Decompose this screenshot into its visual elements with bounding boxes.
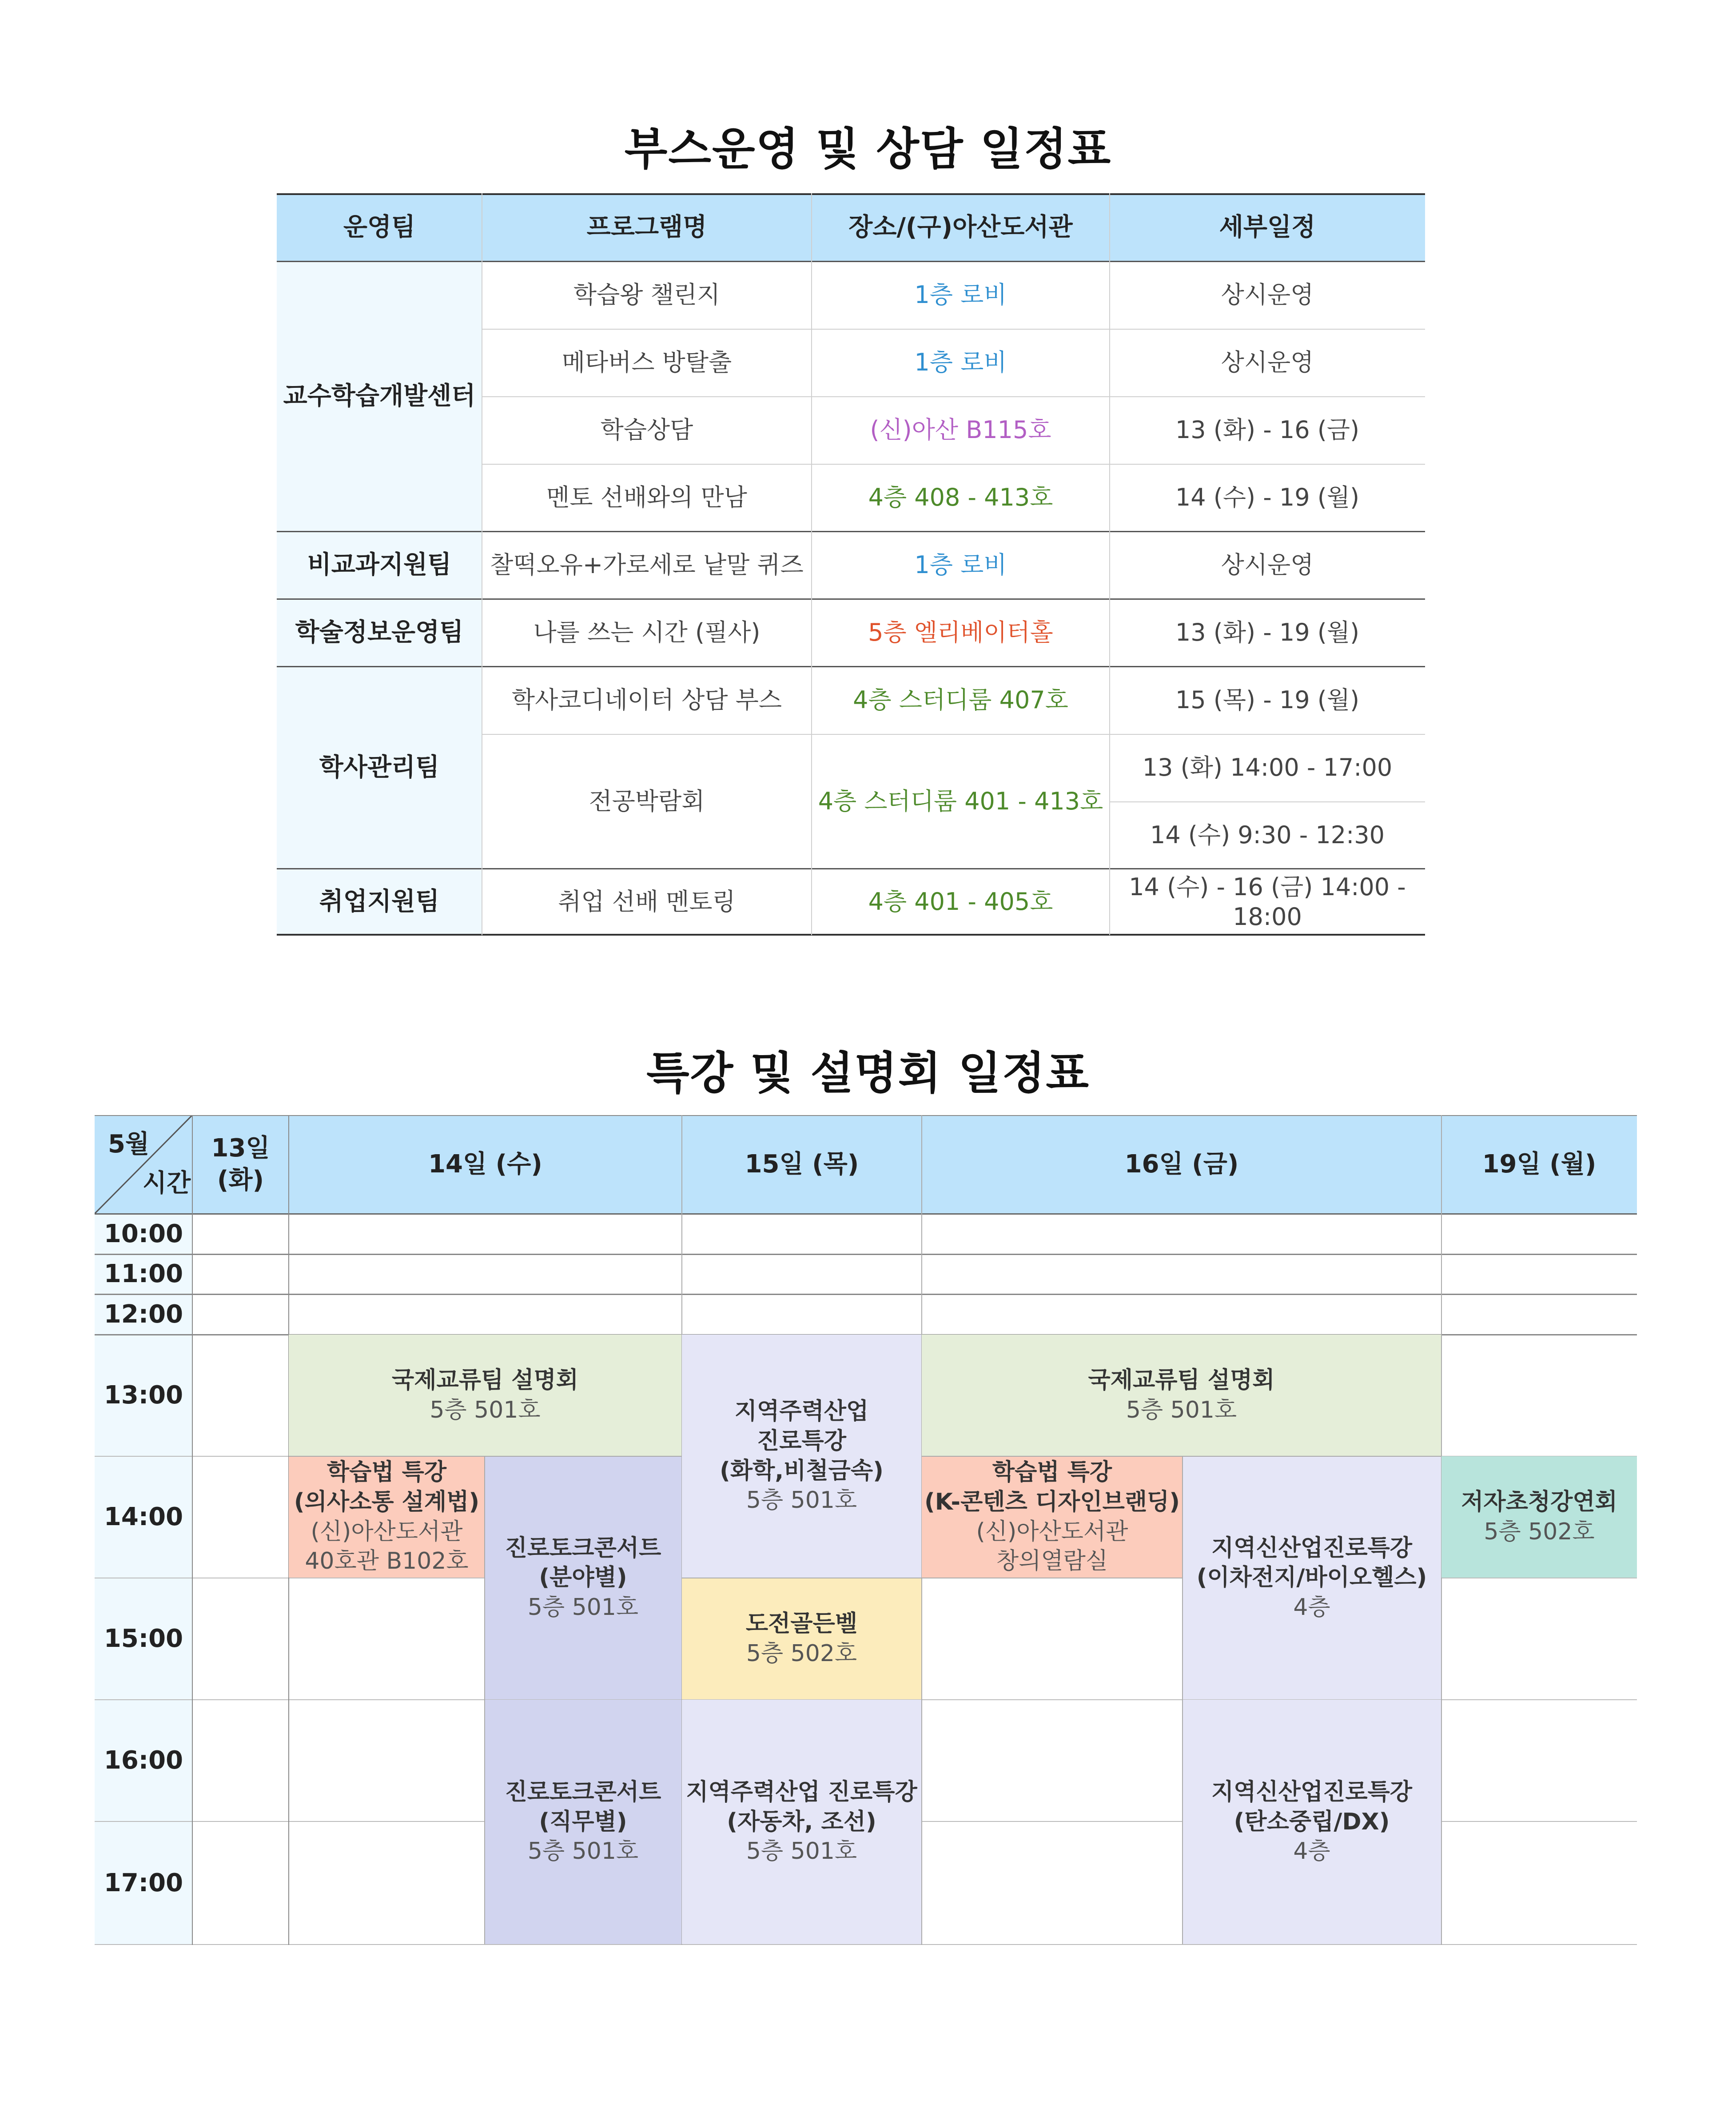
corner-cell: [95, 1115, 192, 1214]
event-talk-concert-job[interactable]: [485, 1700, 681, 1944]
event-title: (자동차, 조선): [727, 1808, 876, 1835]
event-title: 지역신산업진로특강: [1211, 1779, 1413, 1806]
row-divider: [482, 396, 1425, 397]
event-title: 지역주력산업: [734, 1398, 869, 1425]
program-cell: 전공박람회: [589, 787, 705, 815]
row-divider: [1110, 801, 1425, 802]
event-title: (의사소통 설계법): [294, 1488, 480, 1515]
row-divider: [482, 464, 1425, 465]
event-intl-exchange-fri[interactable]: [922, 1335, 1441, 1456]
schedule-cell: 상시운영: [1221, 348, 1314, 377]
schedule-cell: 13 (화) 14:00 - 17:00: [1142, 753, 1393, 782]
grid-line: [95, 1213, 1637, 1215]
location-cell: 1층 로비: [914, 281, 1007, 309]
program-cell: 학습상담: [600, 416, 693, 444]
event-title: 국제교류팀 설명회: [1088, 1367, 1275, 1394]
program-cell: 메타버스 방탈출: [561, 348, 732, 377]
schedule-cell: 14 (수) - 16 (금) 14:00 - 18:00: [1129, 873, 1406, 931]
event-location: 5층 501호: [430, 1396, 541, 1423]
location-cell: (신)아산 B115호: [870, 416, 1051, 444]
event-location: 5층 501호: [746, 1838, 857, 1865]
schedule-cell: 상시운영: [1221, 551, 1314, 579]
time-label: 10:00: [95, 1214, 192, 1254]
program-cell: 찰떡오유+가로세로 낱말 퀴즈: [490, 551, 804, 579]
booth-table-title: 부스운영 및 상담 일정표: [624, 123, 1112, 175]
event-title: 학습법 특강: [992, 1459, 1112, 1486]
day-header: 16일 (금): [922, 1115, 1441, 1214]
event-title: (분야별): [539, 1564, 627, 1591]
event-title: 진로특강: [757, 1427, 846, 1454]
lecture-schedule-table: [95, 1115, 1637, 1946]
event-new-industry-2[interactable]: [1183, 1700, 1441, 1944]
schedule-cell: 13 (화) - 19 (월): [1175, 618, 1360, 647]
event-location: 5층 502호: [1484, 1518, 1595, 1545]
event-study-method-wed[interactable]: [289, 1456, 485, 1578]
group-divider: [277, 868, 1425, 869]
team-employment: 취업지원팀: [277, 869, 482, 935]
day-header: 19일 (월): [1441, 1115, 1637, 1214]
team-extracurricular: 비교과지원팀: [277, 531, 482, 599]
event-divider: [484, 1456, 485, 1944]
event-new-industry-1[interactable]: [1183, 1456, 1441, 1699]
schedule-cell: 14 (수) - 19 (월): [1175, 483, 1360, 512]
event-regional-industry-thu[interactable]: [682, 1335, 921, 1578]
location-cell: 4층 408 - 413호: [868, 483, 1053, 512]
row-divider: [482, 734, 1425, 735]
event-location: 5층 501호: [527, 1838, 639, 1865]
event-study-method-fri[interactable]: [922, 1456, 1183, 1578]
event-title: 학습법 특강: [326, 1459, 447, 1486]
event-title: 진로토크콘서트: [505, 1779, 661, 1806]
schedule-cell: 13 (화) - 16 (금): [1175, 416, 1360, 444]
location-cell: 1층 로비: [914, 348, 1007, 377]
corner-time: 시간: [143, 1169, 191, 1198]
team-academic-info: 학술정보운영팀: [277, 599, 482, 666]
grid-line: [95, 1115, 1637, 1116]
event-intl-exchange-wed[interactable]: [289, 1335, 681, 1456]
group-divider: [277, 666, 1425, 667]
table-border: [277, 193, 1425, 195]
table-border: [277, 261, 1425, 262]
time-label: 13:00: [95, 1335, 192, 1456]
location-cell: 4층 스터디룸 401 - 413호: [818, 787, 1103, 815]
header-program: 프로그램명: [482, 193, 812, 261]
event-location: 4층: [1293, 1838, 1330, 1865]
col-divider: [811, 193, 812, 935]
grid-line: [95, 1944, 1637, 1945]
location-cell: 4층 스터디룸 407호: [853, 686, 1068, 714]
time-label: 14:00: [95, 1456, 192, 1578]
row-divider: [482, 329, 1425, 330]
schedule-cell: 상시운영: [1221, 281, 1314, 309]
program-cell: 학사코디네이터 상담 부스: [511, 686, 782, 714]
corner-month: 5월: [108, 1130, 150, 1159]
event-regional-industry-thu-2[interactable]: [682, 1700, 921, 1944]
event-title: 지역주력산업 진로특강: [686, 1779, 917, 1806]
event-location: 창의열람실: [996, 1548, 1108, 1575]
day-header: 14일 (수): [289, 1115, 682, 1214]
event-location: 5층 501호: [527, 1594, 639, 1621]
time-label: 11:00: [95, 1254, 192, 1294]
event-location: 40호관 B102호: [305, 1548, 469, 1575]
header-team: 운영팀: [277, 193, 482, 261]
header-schedule: 세부일정: [1110, 193, 1425, 261]
group-divider: [277, 598, 1425, 600]
program-cell: 멘토 선배와의 만남: [546, 483, 747, 512]
event-title: 도전골든벨: [745, 1610, 858, 1637]
event-divider: [922, 1456, 1441, 1457]
day-header: 13일 (화): [192, 1115, 289, 1214]
event-title: 저자초청강연회: [1461, 1488, 1617, 1515]
event-title: (이차전지/바이오헬스): [1196, 1564, 1427, 1591]
time-label: 17:00: [95, 1821, 192, 1945]
event-golden-bell[interactable]: [682, 1578, 921, 1699]
time-label: 15:00: [95, 1578, 192, 1700]
event-divider: [289, 1456, 681, 1457]
grid-line: [95, 1294, 1637, 1295]
grid-line: [192, 1115, 193, 1945]
event-talk-concert-field[interactable]: [485, 1456, 681, 1699]
team-academic-affairs: 학사관리팀: [277, 666, 482, 869]
lecture-table-title: 특강 및 설명회 일정표: [646, 1047, 1090, 1099]
schedule-cell: 15 (목) - 19 (월): [1175, 686, 1360, 714]
program-cell: 취업 선배 멘토링: [558, 888, 736, 916]
table-border: [277, 934, 1425, 936]
day-header: 15일 (목): [682, 1115, 922, 1214]
location-cell: 4층 401 - 405호: [868, 888, 1053, 916]
location-cell: 5층 엘리베이터홀: [868, 618, 1053, 647]
time-label: 12:00: [95, 1294, 192, 1335]
location-cell: 1층 로비: [914, 551, 1007, 579]
program-cell: 학습왕 챌린지: [573, 281, 721, 309]
event-title: (직무별): [539, 1808, 627, 1835]
booth-schedule-table: [277, 193, 1425, 935]
event-location: 4층: [1293, 1594, 1330, 1621]
event-title: (화학,비철금속): [720, 1457, 884, 1484]
event-title: 국제교류팀 설명회: [392, 1367, 578, 1394]
event-location: 5층 501호: [746, 1487, 857, 1514]
program-cell: 나를 쓰는 시간 (필사): [533, 618, 760, 647]
event-location: (신)아산도서관: [976, 1518, 1128, 1545]
event-location: 5층 502호: [746, 1640, 857, 1667]
event-title: (탄소중립/DX): [1234, 1808, 1390, 1835]
header-location: 장소/(구)아산도서관: [812, 193, 1110, 261]
event-title: 진로토크콘서트: [505, 1534, 661, 1562]
col-divider: [1109, 193, 1110, 935]
event-location: 5층 501호: [1126, 1396, 1237, 1423]
event-location: (신)아산도서관: [311, 1518, 463, 1545]
time-label: 16:00: [95, 1700, 192, 1821]
event-divider: [1182, 1456, 1183, 1944]
team-teaching-center: 교수학습개발센터: [277, 261, 482, 531]
group-divider: [277, 531, 1425, 532]
schedule-cell: 14 (수) 9:30 - 12:30: [1150, 821, 1385, 849]
event-author-lecture[interactable]: [1441, 1456, 1637, 1578]
event-title: (K-콘텐츠 디자인브랜딩): [924, 1488, 1180, 1515]
event-title: 지역신산업진로특강: [1211, 1534, 1413, 1562]
grid-line: [95, 1254, 1637, 1255]
